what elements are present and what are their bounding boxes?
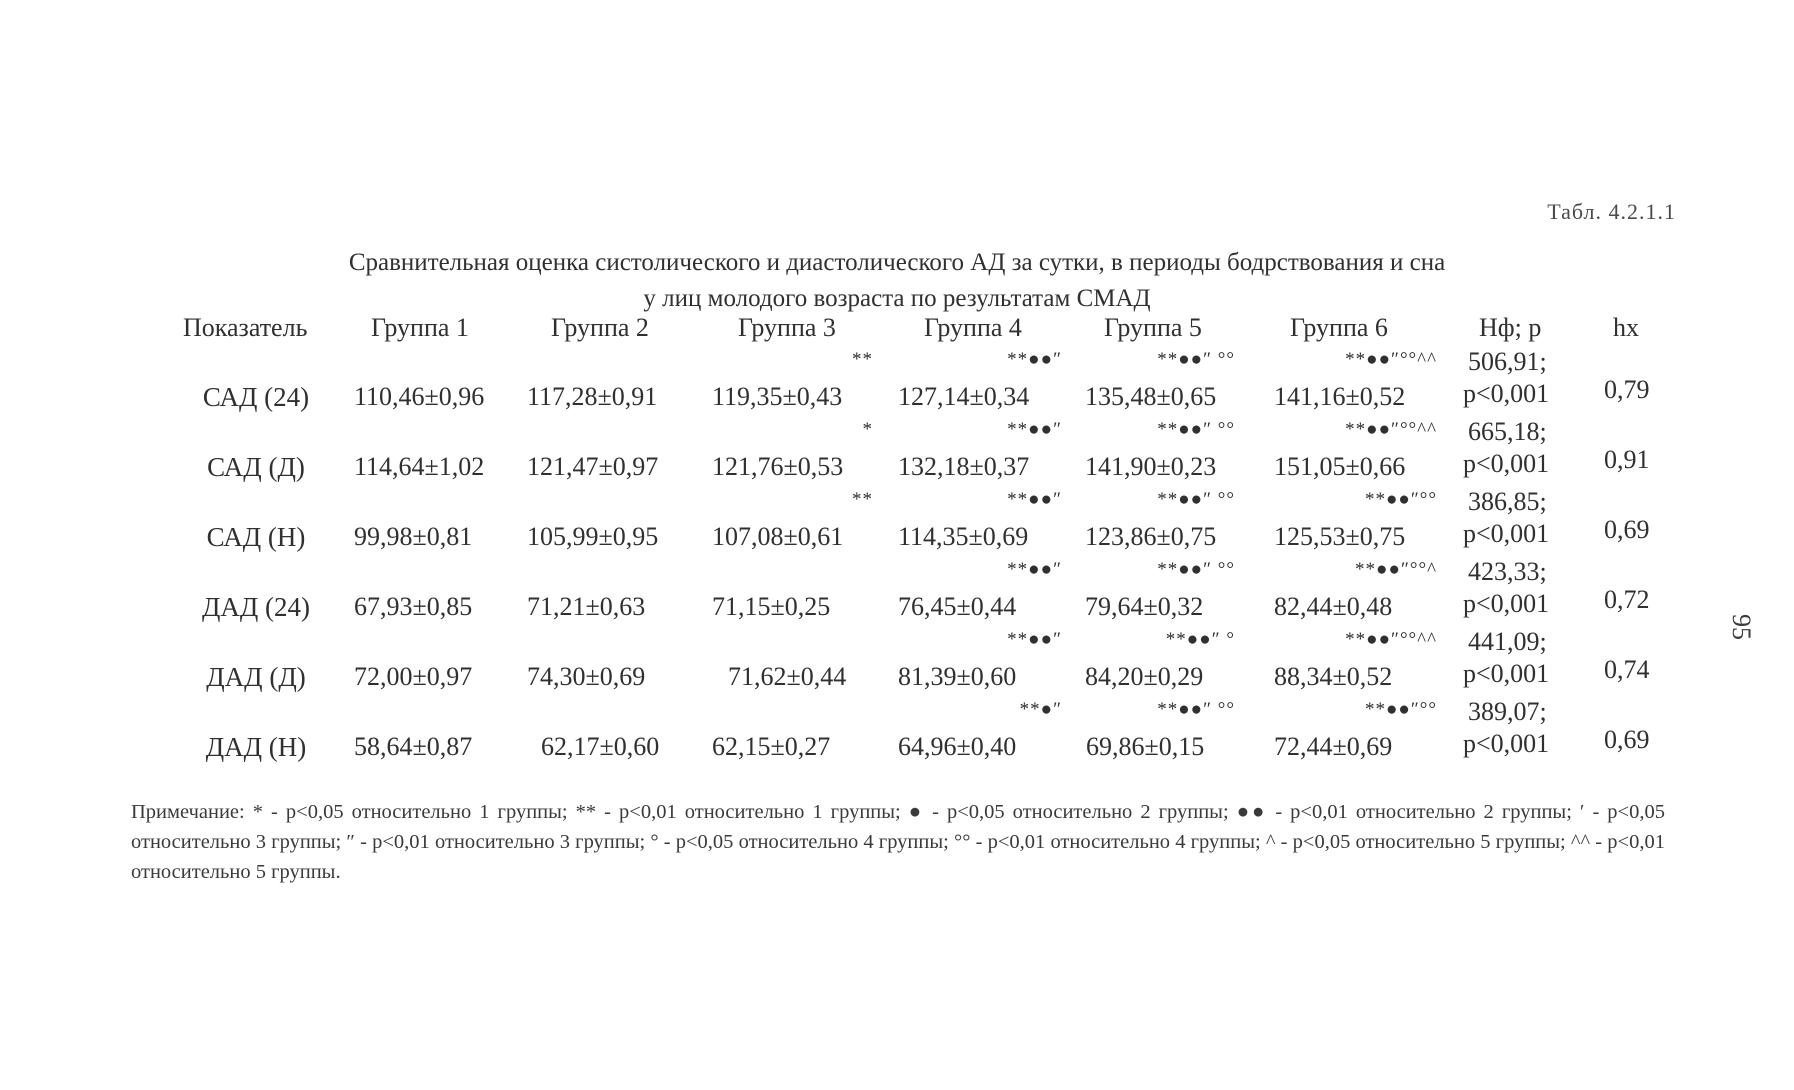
hx-value: 0,69	[1604, 725, 1650, 754]
significance-marker: **●●″	[1007, 349, 1062, 370]
p-value: р<0,001	[1463, 589, 1550, 618]
header-group-6: Группа 6	[1290, 313, 1388, 342]
table-title-line-2: у лиц молодого возраста по результатам СМАД	[643, 285, 1151, 312]
significance-marker: **●●″ °°	[1157, 349, 1235, 370]
row-label: САД (Д)	[207, 452, 305, 482]
significance-marker: **	[852, 489, 873, 510]
header-indicator: Показатель	[183, 313, 308, 342]
significance-marker: **●●″ °°	[1157, 419, 1235, 440]
cell-value: 141,16±0,52	[1274, 382, 1406, 411]
cell-value: 69,86±0,15	[1086, 732, 1205, 761]
cell-value: 62,17±0,60	[541, 732, 660, 761]
header-group-2: Группа 2	[551, 313, 649, 342]
row-label: САД (Н)	[206, 522, 306, 552]
hx-value: 0,69	[1604, 515, 1650, 544]
row-label: ДАД (Д)	[206, 662, 306, 692]
note-line-1: Примечание: * - р<0,05 относительно 1 группы; ** - р<0,01 относительно 1 группы; ● - р<0,05 относительно 2 группы; ●● - р<0,01	[131, 801, 1348, 823]
p-value: р<0,001	[1463, 659, 1550, 688]
row-label: САД (24)	[202, 382, 310, 412]
header-group-3: Группа 3	[738, 313, 836, 342]
cell-value: 135,48±0,65	[1085, 382, 1217, 411]
header-group-4: Группа 4	[924, 313, 1022, 342]
cell-value: 72,44±0,69	[1274, 732, 1393, 761]
significance-marker: **●●″°°^^	[1345, 419, 1437, 440]
cell-value: 58,64±0,87	[354, 732, 473, 761]
cell-value: 67,93±0,85	[354, 592, 473, 621]
table-title	[0, 245, 1794, 317]
significance-marker: **●●″	[1007, 629, 1062, 650]
hx-value: 0,74	[1604, 655, 1650, 684]
cell-value: 76,45±0,44	[898, 592, 1017, 621]
cell-value: 114,64±1,02	[354, 452, 485, 481]
f-value: 386,85;	[1468, 487, 1547, 516]
table-note	[131, 797, 1665, 887]
row-label: ДАД (24)	[201, 592, 311, 622]
cell-value: 84,20±0,29	[1085, 662, 1204, 691]
f-value: 665,18;	[1468, 417, 1547, 446]
significance-marker: **●●″	[1007, 489, 1062, 510]
f-value: 423,33;	[1468, 557, 1547, 586]
header-group-5: Группа 5	[1104, 313, 1202, 342]
cell-value: 110,46±0,96	[354, 382, 485, 411]
cell-value: 114,35±0,69	[898, 522, 1029, 551]
note-line-2: относительно 2 группы; ′ - р<0,05 относительно 3 группы; ″ - р<0,01 относительно 3 группы; ° - р<0,05 относительно 4 группы; °° - р<0,01	[131, 801, 1665, 853]
significance-marker: **●●″°°	[1364, 699, 1437, 720]
f-value: 506,91;	[1468, 347, 1547, 376]
cell-value: 119,35±0,43	[712, 382, 843, 411]
cell-value: 127,14±0,34	[898, 382, 1030, 411]
cell-value: 107,08±0,61	[712, 522, 844, 551]
cell-value: 105,99±0,95	[527, 522, 659, 551]
significance-marker: **●●″ °	[1165, 629, 1235, 650]
cell-value: 141,90±0,23	[1085, 452, 1217, 481]
cell-value: 121,47±0,97	[527, 452, 659, 481]
cell-value: 123,86±0,75	[1085, 522, 1217, 551]
significance-marker: **●●″°°^^	[1345, 349, 1437, 370]
row-label: ДАД (Н)	[205, 732, 307, 762]
p-value: р<0,001	[1463, 519, 1550, 548]
cell-value: 71,15±0,25	[712, 592, 831, 621]
cell-value: 121,76±0,53	[712, 452, 844, 481]
p-value: р<0,001	[1463, 449, 1550, 478]
significance-marker: **●●″	[1007, 559, 1062, 580]
cell-value: 132,18±0,37	[898, 452, 1030, 481]
table-number: Табл. 4.2.1.1	[1547, 199, 1676, 224]
cell-value: 88,34±0,52	[1274, 662, 1393, 691]
significance-marker: **●″	[1019, 699, 1062, 720]
f-value: 441,09;	[1468, 627, 1547, 656]
cell-value: 117,28±0,91	[527, 382, 658, 411]
cell-value: 151,05±0,66	[1274, 452, 1406, 481]
header-group-1: Группа 1	[371, 313, 469, 342]
significance-marker: **	[852, 349, 873, 370]
cell-value: 99,98±0,81	[354, 522, 473, 551]
f-value: 389,07;	[1468, 697, 1547, 726]
cell-value: 64,96±0,40	[898, 732, 1017, 761]
header-f-p: Нф; р	[1479, 313, 1542, 342]
page-number: 95	[1727, 614, 1756, 640]
hx-value: 0,72	[1604, 585, 1650, 614]
header-hx: hx	[1613, 313, 1639, 342]
significance-marker: **●●″	[1007, 419, 1062, 440]
significance-marker: *	[862, 419, 873, 440]
significance-marker: **●●″°°^^	[1345, 629, 1437, 650]
hx-value: 0,91	[1604, 445, 1650, 474]
table-title-line-1: Сравнительная оценка систолического и диастолического АД за сутки, в периоды бодрствования и сна	[348, 249, 1446, 276]
cell-value: 79,64±0,32	[1085, 592, 1204, 621]
significance-marker: **●●″ °°	[1157, 559, 1235, 580]
significance-marker: **●●″ °°	[1157, 699, 1235, 720]
significance-marker: **●●″°°	[1364, 489, 1437, 510]
cell-value: 82,44±0,48	[1274, 592, 1393, 621]
p-value: р<0,001	[1463, 379, 1550, 408]
cell-value: 62,15±0,27	[712, 732, 831, 761]
note-line-3: относительно 4 группы; ^ - р<0,05 относительно 5 группы; ^^ - р<0,01 относительно 5 группы.	[131, 831, 1665, 883]
p-value: р<0,001	[1463, 729, 1550, 758]
hx-value: 0,79	[1604, 375, 1650, 404]
significance-marker: **●●″ °°	[1157, 489, 1235, 510]
cell-value: 74,30±0,69	[527, 662, 646, 691]
cell-value: 71,62±0,44	[728, 662, 847, 691]
cell-value: 71,21±0,63	[527, 592, 646, 621]
cell-value: 81,39±0,60	[898, 662, 1017, 691]
cell-value: 125,53±0,75	[1274, 522, 1406, 551]
significance-marker: **●●″°°^	[1355, 559, 1437, 580]
cell-value: 72,00±0,97	[354, 662, 473, 691]
